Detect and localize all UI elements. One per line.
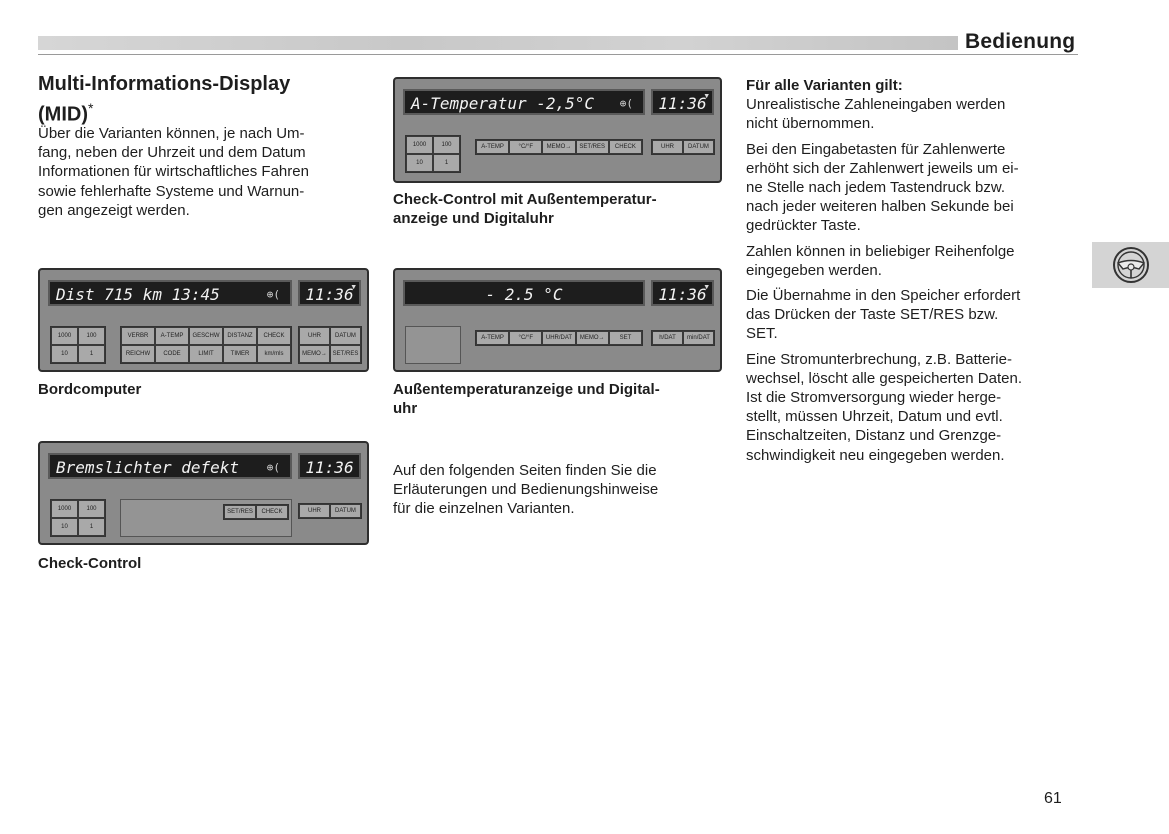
lcd-main: Dist 715 km 13:45 ⊕( xyxy=(48,280,292,306)
key-c-f[interactable]: °C/°F xyxy=(509,140,542,154)
bus-icon: ⊕( xyxy=(619,97,633,110)
key-1[interactable]: 1 xyxy=(78,518,105,536)
lcd-main: - 2.5 °C xyxy=(403,280,645,306)
paragraph-5: Eine Stromunterbrechung, z.B. Batterie- wechsel, löscht alle gespeicherten Daten. Ist die Stromversorgung wieder herge- stellt, müssen Uhrzeit, Datum und evtl. Einschaltzeiten, Distanz und Grenzge- schwindigkeit neu eingegeben werden. xyxy=(746,350,1022,464)
key-100[interactable]: 100 xyxy=(78,327,105,345)
chapter-tab xyxy=(1092,242,1169,288)
lcd-clock: 11:36 ▾ xyxy=(298,280,361,306)
clock-keys xyxy=(298,503,362,519)
mid-bordcomputer xyxy=(38,268,369,372)
key-100[interactable]: 100 xyxy=(433,136,460,154)
key-set-res[interactable]: SET/RES xyxy=(224,505,256,519)
digit-keys xyxy=(50,326,106,364)
key-uhr[interactable]: UHR xyxy=(652,140,683,154)
key-100[interactable]: 100 xyxy=(78,500,105,518)
digit-keys xyxy=(50,499,106,537)
header-rule xyxy=(38,54,1078,55)
key-check[interactable]: CHECK xyxy=(257,327,291,345)
main-heading-line1: Multi-Informations-Display xyxy=(38,73,291,95)
section-title: Bedienung xyxy=(965,30,1076,53)
key-timer[interactable]: TIMER xyxy=(223,345,257,363)
key-check[interactable]: CHECK xyxy=(256,505,288,519)
key-limit[interactable]: LIMIT xyxy=(189,345,223,363)
key-10[interactable]: 10 xyxy=(51,345,78,363)
key-memo[interactable]: MEMO→ xyxy=(299,345,330,363)
paragraph-4: Die Übernahme in den Speicher erfordert das Drücken der Taste SET/RES bzw. SET. xyxy=(746,287,1021,343)
key-set-res[interactable]: SET/RES xyxy=(330,345,361,363)
header-bar xyxy=(38,36,958,50)
blank-key-panel xyxy=(405,326,461,364)
clock-keys xyxy=(298,326,362,364)
key-distanz[interactable]: DISTANZ xyxy=(223,327,257,345)
key-set-res[interactable]: SET/RES xyxy=(576,140,609,154)
lcd-main: A-Temperatur -2,5°C ⊕( xyxy=(403,89,645,115)
key-1[interactable]: 1 xyxy=(78,345,105,363)
key-memo[interactable]: MEMO→ xyxy=(542,140,575,154)
lcd-main: Bremslichter defekt ⊕( xyxy=(48,453,292,479)
key-1000[interactable]: 1000 xyxy=(406,136,433,154)
right-heading: Für alle Varianten gilt: xyxy=(746,77,903,94)
caption-check-control: Check-Control xyxy=(38,555,142,572)
steering-wheel-icon xyxy=(1111,245,1151,285)
caption-bordcomputer: Bordcomputer xyxy=(38,381,142,398)
bus-icon: ⊕( xyxy=(266,461,280,474)
main-heading xyxy=(38,72,290,127)
key-c-f[interactable]: °C/°F xyxy=(509,331,542,345)
key-uhr-dat[interactable]: UHR/DAT xyxy=(542,331,575,345)
middle-text: Auf den folgenden Seiten finden Sie die Erläuterungen und Bedienungshinweise für die einzelnen Varianten. xyxy=(393,462,659,518)
mid-check-control-temp xyxy=(393,77,722,183)
key-check[interactable]: CHECK xyxy=(609,140,642,154)
right-column-text xyxy=(746,76,1075,471)
key-memo[interactable]: MEMO→ xyxy=(576,331,609,345)
key-reichw[interactable]: REICHW xyxy=(121,345,155,363)
key-a-temp[interactable]: A-TEMP xyxy=(476,331,509,345)
lcd-clock: 11:36 ▾ xyxy=(651,280,714,306)
key-uhr[interactable]: UHR xyxy=(299,327,330,345)
key-10[interactable]: 10 xyxy=(51,518,78,536)
key-verbr[interactable]: VERBR xyxy=(121,327,155,345)
caption-temp-clock: Außentemperaturanzeige und Digital- uhr xyxy=(393,381,660,417)
bus-icon: ⊕( xyxy=(266,288,280,301)
caption-check-control-temp: Check-Control mit Außentemperatur- anzeige und Digitaluhr xyxy=(393,191,657,227)
mid-check-control xyxy=(38,441,369,545)
key-km-mls[interactable]: km/mls xyxy=(257,345,291,363)
function-keys xyxy=(223,504,289,520)
digit-keys xyxy=(405,135,461,173)
key-1000[interactable]: 1000 xyxy=(51,327,78,345)
paragraph-3: Zahlen können in beliebiger Reihenfolge eingegeben werden. xyxy=(746,242,1015,279)
function-keys xyxy=(475,330,643,346)
clock-keys xyxy=(651,330,715,346)
key-datum[interactable]: DATUM xyxy=(330,504,361,518)
page-number: 61 xyxy=(1044,790,1062,807)
key-1[interactable]: 1 xyxy=(433,154,460,172)
lcd-clock: 11:36 xyxy=(298,453,361,479)
key-datum[interactable]: DATUM xyxy=(330,327,361,345)
function-keys xyxy=(120,326,292,364)
intro-text: Über die Varianten können, je nach Um- fang, neben der Uhrzeit und dem Datum Informationen für wirtschaftliches Fahren sowie fehlerhafte Systeme und Warnun- gen angezeigt werden. xyxy=(38,125,309,219)
key-a-temp[interactable]: A-TEMP xyxy=(155,327,189,345)
lcd-clock: 11:36 ▾ xyxy=(651,89,714,115)
key-1000[interactable]: 1000 xyxy=(51,500,78,518)
main-heading-line2: (MID)* xyxy=(38,100,94,126)
paragraph-2: Bei den Eingabetasten für Zahlenwerte erhöht sich der Zahlenwert jeweils um ei- ne Stelle nach jedem Tastendruck bzw. nach jeder weiteren halben Sekunde bei gedrückter Taste. xyxy=(746,140,1019,235)
key-geschw[interactable]: GESCHW xyxy=(189,327,223,345)
key-h-dat[interactable]: h/DAT xyxy=(652,331,683,345)
key-10[interactable]: 10 xyxy=(406,154,433,172)
paragraph-1: Unrealistische Zahleneingaben werden nicht übernommen. xyxy=(746,96,1006,133)
key-code[interactable]: CODE xyxy=(155,345,189,363)
function-keys xyxy=(475,139,643,155)
clock-keys xyxy=(651,139,715,155)
key-min-dat[interactable]: min/DAT xyxy=(683,331,714,345)
key-a-temp[interactable]: A-TEMP xyxy=(476,140,509,154)
blank-key-panel xyxy=(120,499,292,537)
mid-temp-clock xyxy=(393,268,722,372)
key-set[interactable]: SET xyxy=(609,331,642,345)
key-uhr[interactable]: UHR xyxy=(299,504,330,518)
key-datum[interactable]: DATUM xyxy=(683,140,714,154)
